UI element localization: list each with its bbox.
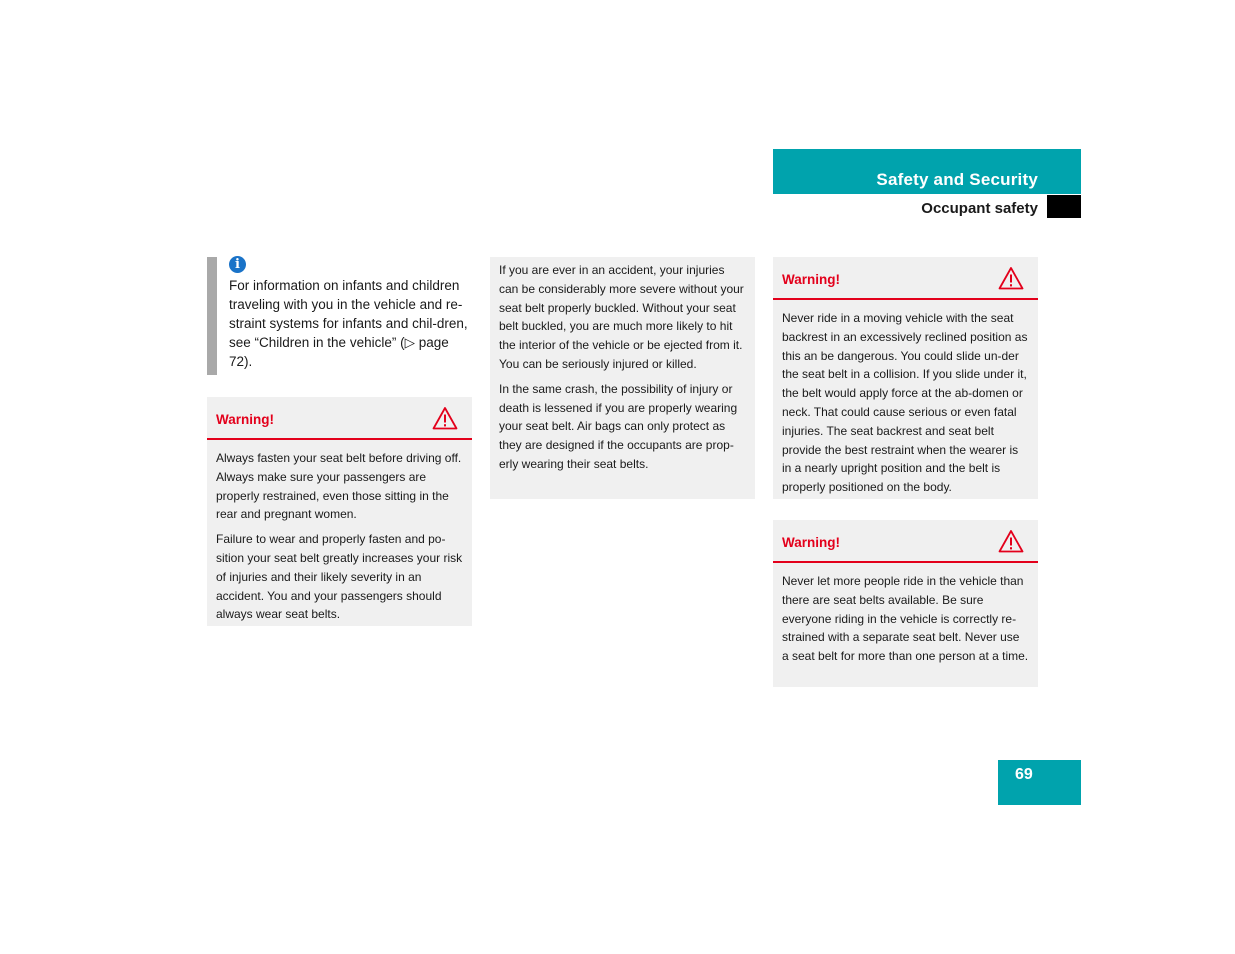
header-marker [1047, 195, 1081, 218]
info-note [207, 257, 472, 375]
warning-header [207, 397, 472, 440]
info-note-text: For information on infants and children traveling with you in the vehicle and re-straint systems for infants and chil-dren, see “Children in the vehicle” (▷ page 72). [229, 278, 468, 369]
warning-box-reclined-seat [773, 257, 1038, 499]
warning-triangle-icon [998, 529, 1024, 553]
warning-paragraph: Never ride in a moving vehicle with the seat backrest in an excessively reclined position as this an be dangerous. You could slide un-der the seat belt in a collision. If you slide under it, the belt would apply force at the ab-domen or neck. That could cause serious or even fatal injuries. The seat backrest and seat belt provide the best restraint when the wearer is in a nearly upright position and the belt is properly positioned on the body. [782, 311, 1028, 495]
page-number: 69 [1015, 766, 1033, 783]
continuation-paragraph: In the same crash, the possibility of injury or death is lessened if you are properly wearing your seat belt. Air bags can only protect as they are designed if the occupants are prop-erly wearing their seat belts. [499, 381, 738, 471]
warning-triangle-icon [998, 266, 1024, 290]
warning-paragraph: Always fasten your seat belt before driving off. Always make sure your passengers are properly restrained, even those sitting in the rear and pregnant women. [216, 451, 462, 522]
warning-title: Warning! [782, 272, 840, 287]
warning-title: Warning! [782, 535, 840, 550]
warning-paragraph: Failure to wear and properly fasten and po-sition your seat belt greatly increases your risk of injuries and their likely severity in an accident. You and your passengers should always wear seat belts. [216, 532, 463, 622]
warning-box-seat-belt [207, 397, 472, 626]
section-title: Safety and Security [876, 170, 1038, 189]
warning-header [773, 520, 1038, 563]
subsection-title: Occupant safety [921, 200, 1038, 217]
continuation-paragraph: If you are ever in an accident, your injuries can be considerably more severe without your seat belt properly buckled. Without your seat belt buckled, you are much more likely to hit the interior of the vehicle or be ejected from it. You can be seriously injured or killed. [499, 263, 744, 371]
info-icon: i [229, 256, 246, 273]
page-number-tab [998, 760, 1081, 805]
continuation-box [490, 257, 755, 499]
warning-box-passenger-count [773, 520, 1038, 687]
warning-triangle-icon [432, 406, 458, 430]
warning-header [773, 257, 1038, 300]
section-header [773, 149, 1081, 194]
warning-title: Warning! [216, 412, 274, 427]
warning-paragraph: Never let more people ride in the vehicle than there are seat belts available. Be sure everyone riding in the vehicle is correctly re-strained with a separate seat belt. Never use a seat belt for more than one person at a time. [782, 574, 1029, 664]
